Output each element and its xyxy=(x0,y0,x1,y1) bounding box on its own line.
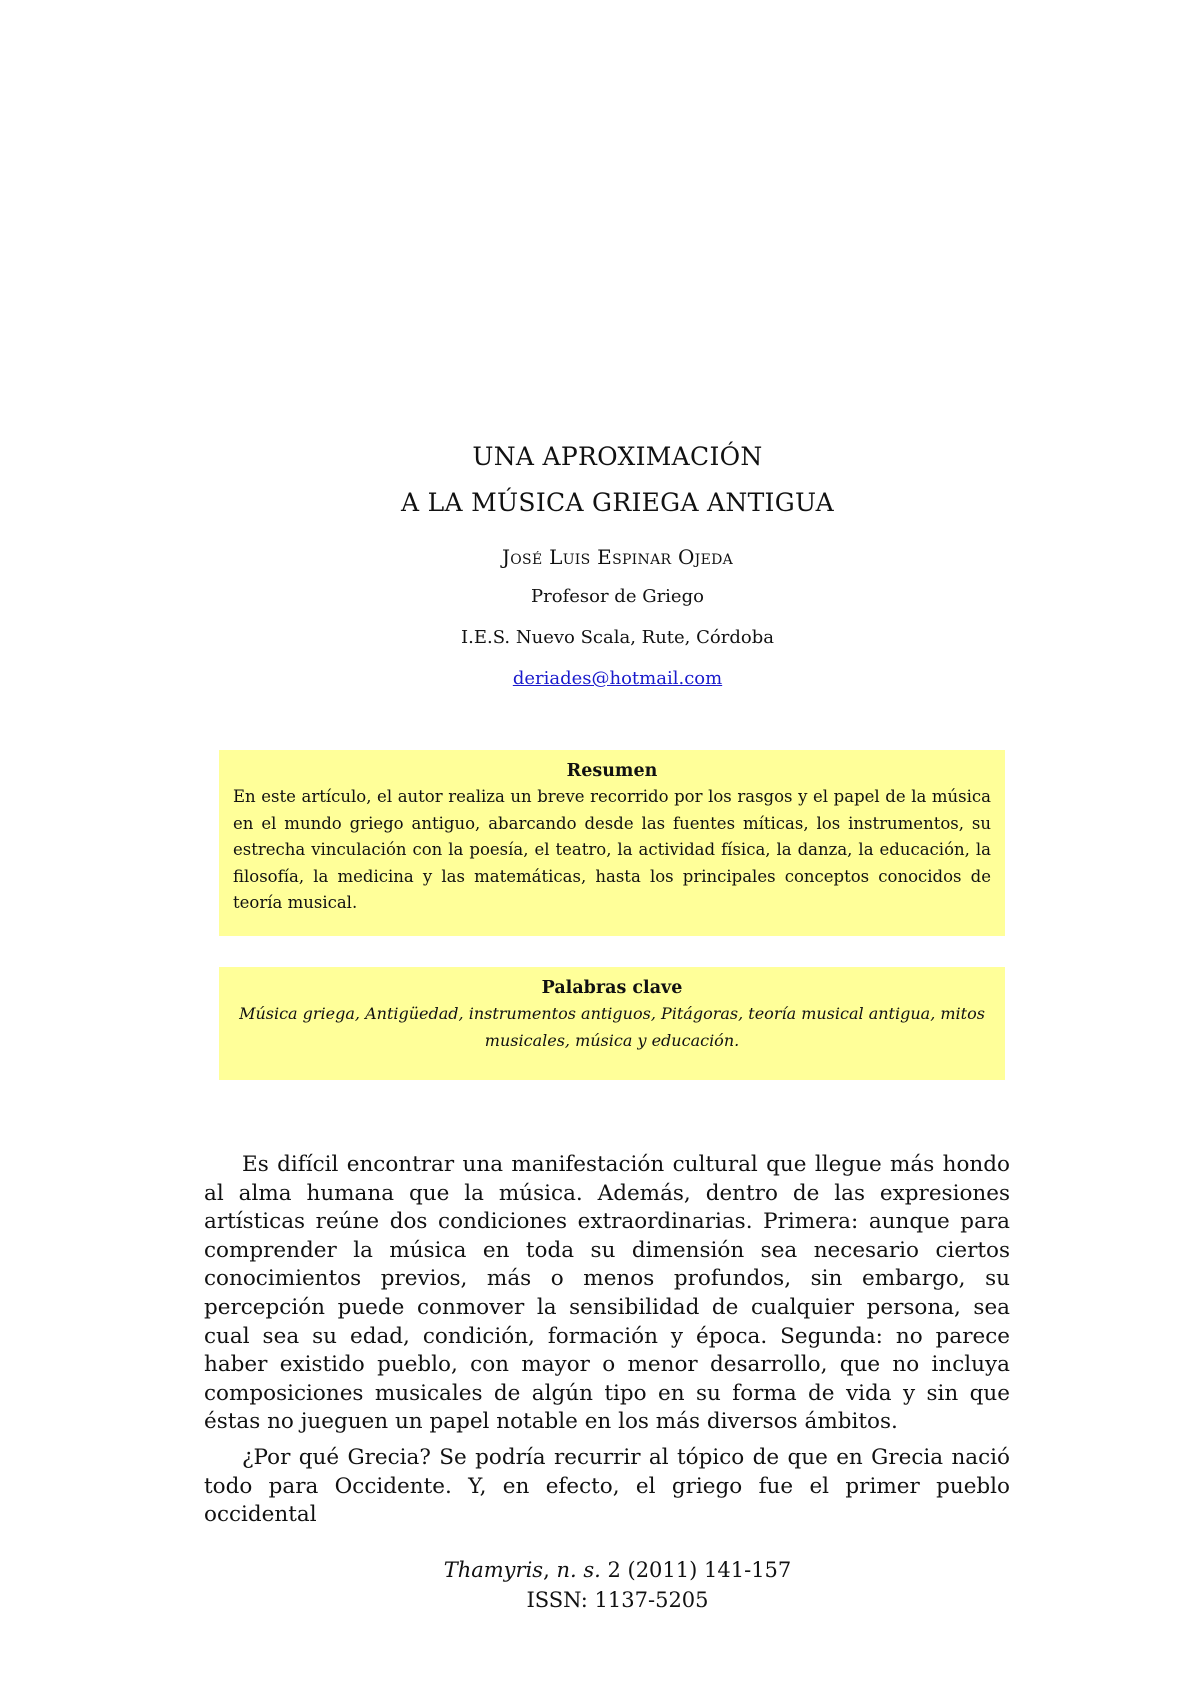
journal-name: Thamyris xyxy=(443,1558,544,1582)
author-name: José Luis Espinar Ojeda xyxy=(501,545,734,569)
citation-line: Thamyris, n. s. 2 (2011) 141-157 xyxy=(443,1558,792,1582)
email-link[interactable]: deriades@hotmail.com xyxy=(512,668,723,689)
keywords-heading: Palabras clave xyxy=(541,978,683,998)
article-title xyxy=(0,434,1200,526)
author-institution: I.E.S. Nuevo Scala, Rute, Córdoba xyxy=(461,627,774,648)
body-paragraph: Es difícil encontrar una manifestación cultural que llegue más hondo al alma humana que la música. Además, dentro de las expresiones artísticas reúne dos condiciones extraordinarias. Primera: aunque para comprender la música en toda su dimensión sea necesario ciertos conocimientos previos, más o menos profundos, sin embargo, su percepción puede conmover la sensibilidad de cualquier persona, sea cual sea su edad, condición, formación y época. Segunda: no parece haber existido pueblo, con mayor o menor desarrollo, que no incluya composiciones musicales de algún tipo en su forma de vida y sin que éstas no jueguen un papel notable en los más diversos ámbitos. xyxy=(204,1152,1010,1435)
keywords-box xyxy=(219,967,1005,1080)
author-position: Profesor de Griego xyxy=(531,586,704,607)
title-line-2: A LA MÚSICA GRIEGA ANTIGUA xyxy=(401,487,834,517)
journal-citation: 2 (2011) 141-157 xyxy=(607,1558,792,1582)
abstract-heading: Resumen xyxy=(566,761,658,781)
issn: ISSN: 1137-5205 xyxy=(526,1588,709,1612)
abstract-text: En este artículo, el autor realiza un breve recorrido por los rasgos y el papel de la música en el mundo griego antiguo, abarcando desde las fuentes míticas, los instrumentos, su estrecha vinculación con la poesía, el teatro, la actividad física, la danza, la educación, la filosofía, la medicina y las matemáticas, hasta los principales conceptos conocidos de teoría musical. xyxy=(233,787,991,912)
title-line-1: UNA APROXIMACIÓN xyxy=(472,441,763,471)
keywords-text: Música griega, Antigüedad, instrumentos antiguos, Pitágoras, teoría musical antigua, mitos musicales, música y educación. xyxy=(239,1004,985,1050)
body-paragraph: ¿Por qué Grecia? Se podría recurrir al tópico de que en Grecia nació todo para Occidente. Y, en efecto, el griego fue el primer pueblo occidental xyxy=(204,1445,1010,1528)
abstract-box xyxy=(219,750,1005,936)
journal-series: n. s. xyxy=(556,1558,601,1582)
author-email xyxy=(0,668,1200,689)
page-footer xyxy=(0,1555,1200,1615)
